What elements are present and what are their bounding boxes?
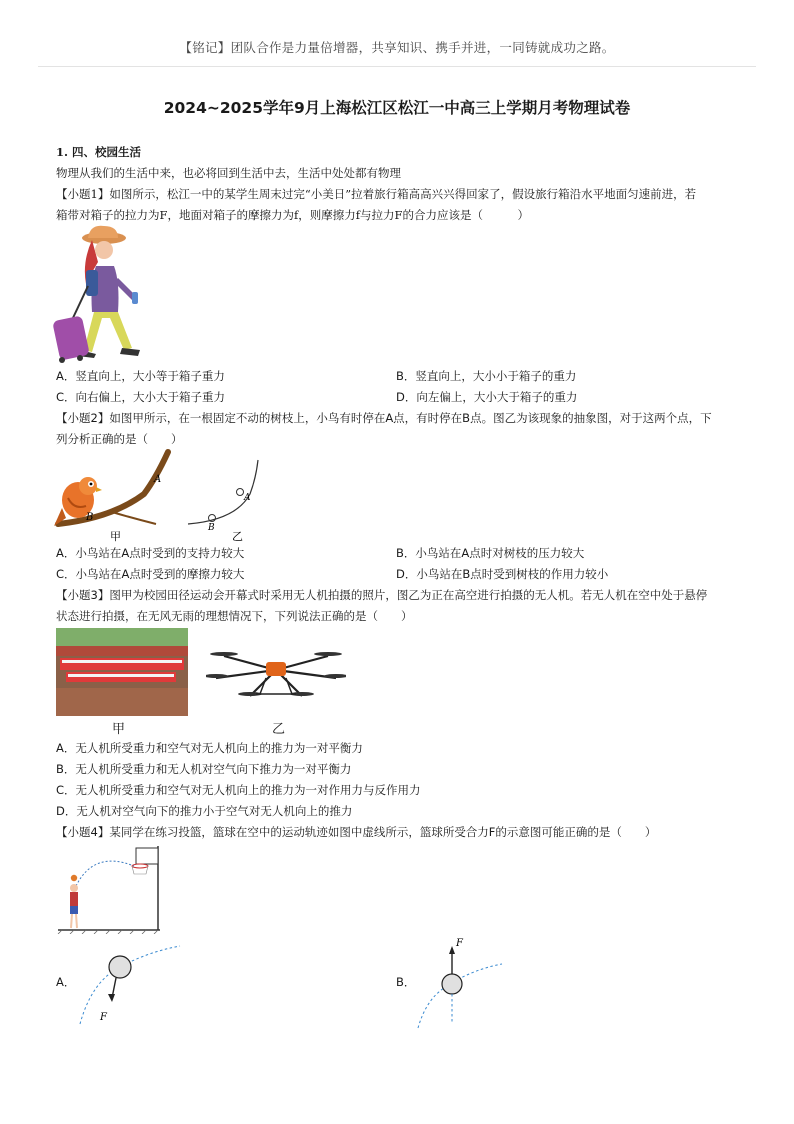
header-divider	[38, 66, 756, 67]
q2-stem-line1: 【小题2】如图甲所示，在一根固定不动的树枝上，小鸟有时停在A点，有时停在B点。图乙为该现象的抽象图，对于这两个点，下	[56, 411, 712, 425]
q3-sports-meet-photo	[56, 628, 188, 716]
q3-fig-label-yi: 乙	[272, 722, 286, 737]
q2-point-a-label-jia: A	[154, 474, 162, 485]
q3-option-c: C．无人机所受重力和空气对无人机向上的推力为一对作用力与反作用力	[56, 783, 421, 797]
q2-stem-line2: 列分析正确的是（ ）	[56, 432, 183, 446]
q2-fig-label-jia: 甲	[110, 530, 121, 543]
q4-option-a-force-label: F	[100, 1012, 107, 1023]
q3-stem-line1: 【小题3】图甲为校园田径运动会开幕式时采用无人机拍摄的照片，图乙为正在高空进行拍摄的无人机。若无人机在空中处于悬停	[56, 588, 708, 602]
q3-drone-figure	[206, 638, 346, 712]
q4-option-a-diagram	[74, 940, 184, 1026]
q2-option-d: D．小鸟站在B点时受到树枝的作用力较小	[396, 567, 609, 581]
q4-option-b-diagram	[414, 934, 506, 1030]
q1-student-suitcase-figure	[52, 222, 148, 364]
motto-banner: 【铭记】团队合作是力量倍增器，共享知识、携手并进，一同铸就成功之路。	[179, 40, 615, 55]
q2-fig-label-yi: 乙	[232, 530, 243, 543]
q3-stem-line2: 状态进行拍摄，在无风无雨的理想情况下，下列说法正确的是（ ）	[56, 609, 413, 623]
q4-stem: 【小题4】某同学在练习投篮，篮球在空中的运动轨迹如图中虚线所示，篮球所受合力F的示意图可能正确的是（ ）	[56, 825, 657, 839]
q2-point-b-label-jia: B	[86, 512, 94, 523]
q1-option-a: A．竖直向上，大小等于箱子重力	[56, 369, 225, 383]
q3-fig-label-jia: 甲	[112, 722, 126, 737]
q1-stem-line2: 箱带对箱子的拉力为F，地面对箱子的摩擦力为f，则摩擦力f与拉力F的合力应该是（ ）	[56, 208, 529, 222]
q2-option-c: C．小鸟站在A点时受到的摩擦力较大	[56, 567, 245, 581]
q4-basketball-court-figure	[54, 844, 164, 934]
q1-option-c: C．向右偏上，大小大于箱子重力	[56, 390, 226, 404]
section-intro: 物理从我们的生活中来，也必将回到生活中去，生活中处处都有物理	[56, 166, 401, 180]
q4-option-a: A．	[56, 975, 76, 989]
q2-point-a-label-yi: A	[244, 493, 251, 503]
exam-title: 2024~2025学年9月上海松江区松江一中高三上学期月考物理试卷	[163, 99, 631, 117]
q3-option-b: B．无人机所受重力和无人机对空气向下推力为一对平衡力	[56, 762, 352, 776]
q2-option-b: B．小鸟站在A点时对树枝的压力较大	[396, 546, 585, 560]
q4-option-b-force-label: F	[456, 938, 463, 949]
q4-option-b: B．	[396, 975, 416, 989]
q2-option-a: A．小鸟站在A点时受到的支持力较大	[56, 546, 245, 560]
q2-bird-branch-figure	[52, 448, 272, 544]
q1-option-b: B．竖直向上，大小小于箱子的重力	[396, 369, 577, 383]
q1-stem-line1: 【小题1】如图所示，松江一中的某学生周末过完“小美日”拉着旅行箱高高兴兴得回家了，假设旅行箱沿水平地面匀速前进，若	[56, 187, 697, 201]
q1-option-d: D．向左偏上，大小大于箱子的重力	[396, 390, 578, 404]
q3-option-a: A．无人机所受重力和空气对无人机向上的推力为一对平衡力	[56, 741, 363, 755]
q3-option-d: D．无人机对空气向下的推力小于空气对无人机向上的推力	[56, 804, 353, 818]
section-heading: 1. 四、校园生活	[56, 145, 142, 159]
q2-point-b-label-yi: B	[208, 523, 215, 533]
